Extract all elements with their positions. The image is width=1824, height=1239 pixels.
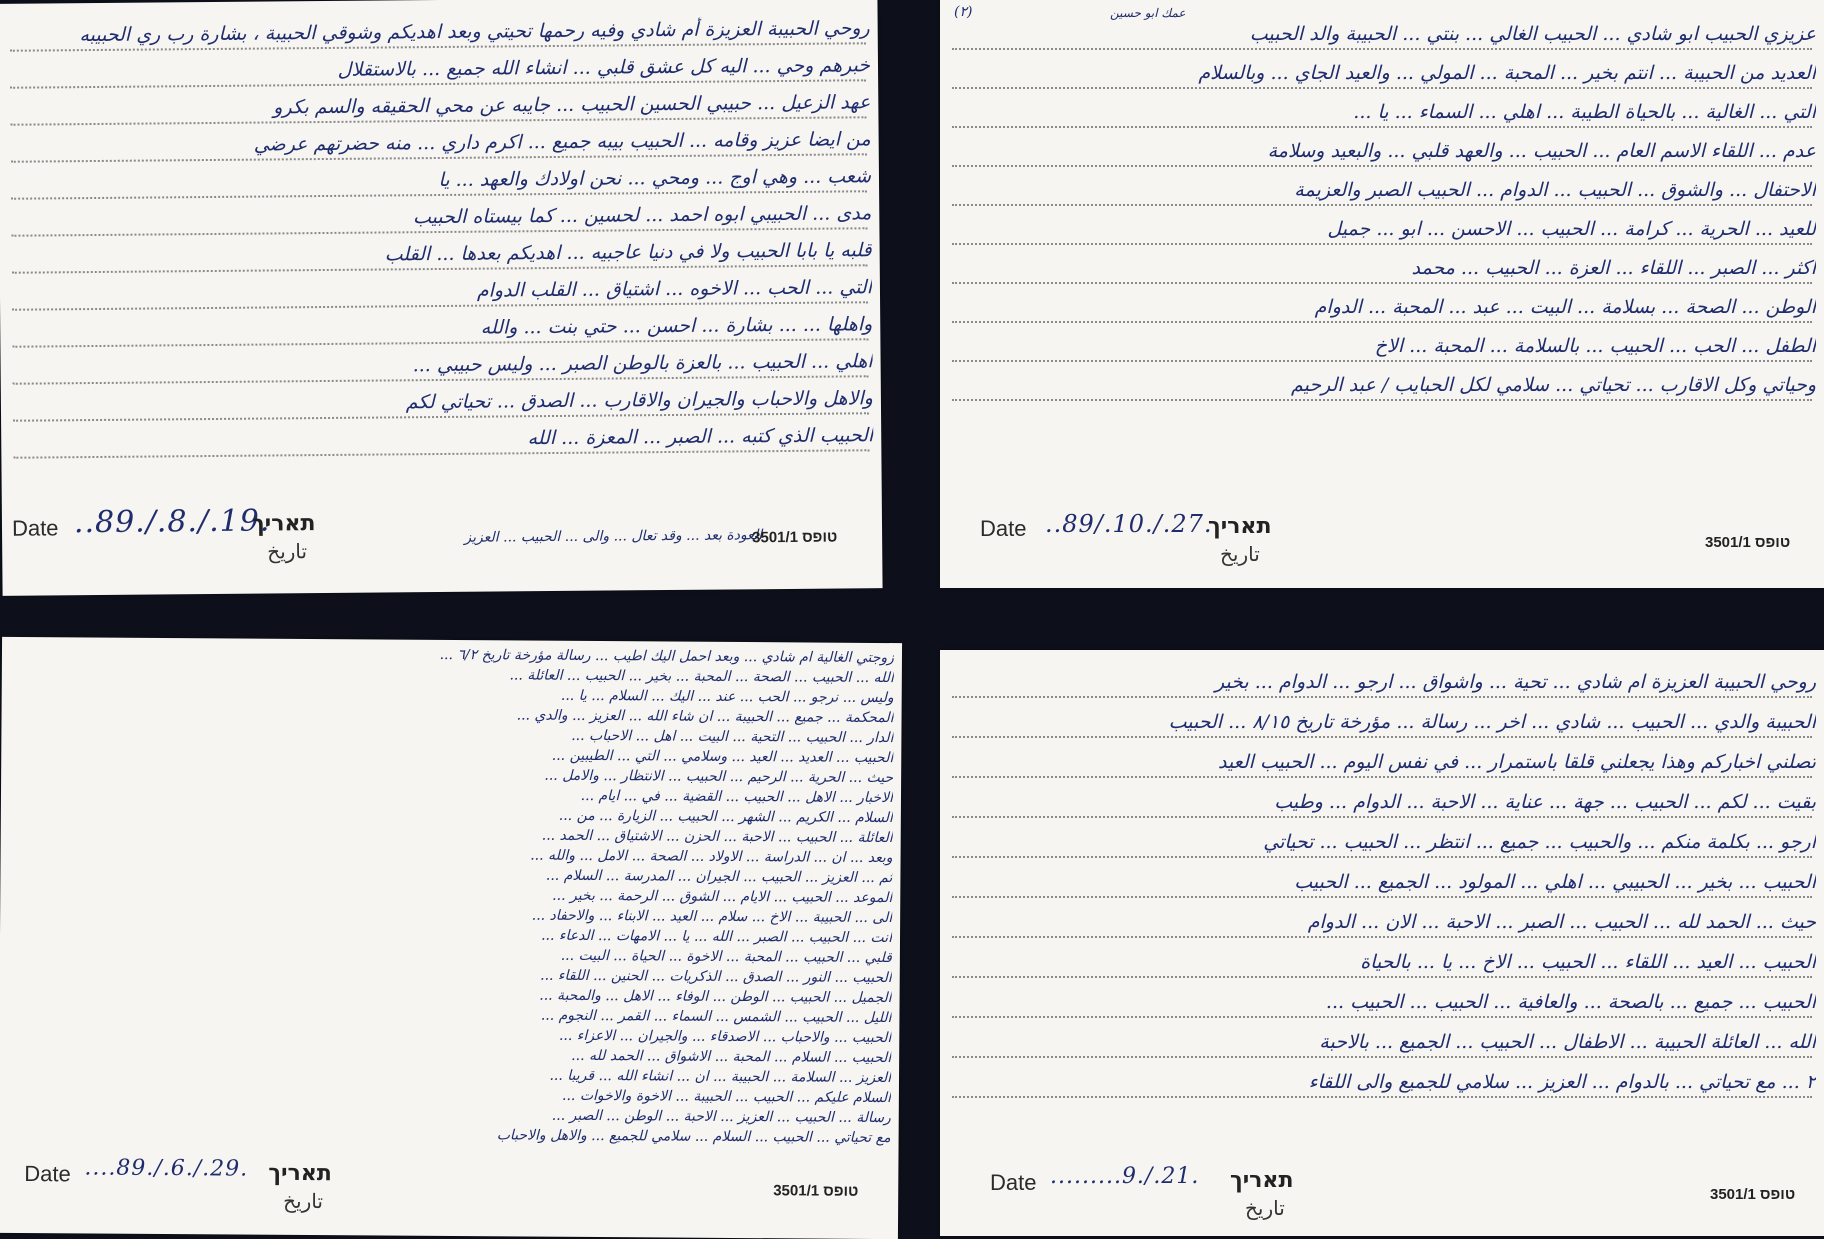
ruled-dotted-line [952,126,1812,128]
handwritten-line: للعيد ... الحرية ... كرامة ... الحبيب ... الاحسن ... ابو ... جميل [1327,218,1816,240]
handwritten-line: عهد الزعيل ... حبيبي الحسين الحبيب ... جايبه عن محي الحقيقه والسم بكرو [273,91,871,119]
ruled-dotted-line [952,282,1812,284]
date-value: ..89./.8./.19. [73,503,271,541]
arabic-date-label: تاريخ [1220,542,1260,566]
ruled-dotted-line [952,696,1812,698]
ruled-dotted-line [952,321,1812,323]
handwritten-line: وليس ... نرجو ... الحب ... عند ... اليك ... السلام ... يا ... [560,687,894,707]
letter-card-bottom-right [940,650,1824,1236]
handwritten-line: ارجو ... بكلمة منكم ... والحبيب ... جميع ... انتظر ... الحبيب ... تحياتي [1263,831,1816,853]
handwritten-line: وحياتي وكل الاقارب ... تحياتي ... سلامي لكل الحبايب / عبد الرحيم [1291,374,1816,396]
handwritten-line: رسالة ... الحبيب ... العزيز ... الاحبة ... الوطن ... الصبر ... [551,1107,891,1127]
form-code: 3501/1 טופס [1705,534,1791,551]
ruled-dotted-line [952,896,1812,898]
arabic-date-label: تاريخ [283,1188,324,1214]
ruled-dotted-line [952,976,1812,978]
handwritten-line: روحي الحبيبة العزيزة أم شادي وفيه رحمها تحيتي وبعد اهديكم وشوقي الحبيبة ، بشارة رب ري الحبيبه [79,17,870,47]
handwritten-line: زوجتي الغالية ام شادي ... وبعد احمل اليك اطيب ... رسالة مؤرخة تاريخ ٦/٢ ... [439,646,895,667]
handwritten-line: الله ... الحبيب ... الصحة ... المحبة ... بخير ... الحبيب ... العائلة ... [509,667,894,687]
handwritten-line: الحبيب ... العيد ... اللقاء ... الحبيب ... الاخ ... يا ... بالحياة [1360,951,1816,973]
handwritten-line: الدار ... الحبيب ... التحية ... البيت ... اهل ... الاحباب ... [571,727,894,747]
handwritten-line: والاهل والاحباب والجيران والاقارب ... الصدق ... تحياتي لكم [405,387,874,414]
handwritten-line: اهلي ... الحبيب ... بالعزة بالوطن الصبر ... وليس حبيبي ... [412,350,873,377]
handwritten-line: الليل ... الحبيب ... الشمس ... السماء ... القمر ... النجوم ... [540,1007,892,1027]
handwritten-line: روحي الحبيبة العزيزة ام شادي ... تحية ... واشواق ... ارجو ... الدوام ... بخير [1214,671,1816,693]
form-code: 3501/1 טופס [773,1182,859,1200]
ruled-dotted-line [952,399,1812,401]
handwritten-line: السلام عليكم ... الحبيب ... الحبيبة ... الاخوة والاخوات ... [562,1087,891,1107]
handwritten-line: الحبيب ... والاحباب ... الاصدقاء ... والجيران ... الاعزاء ... [558,1027,892,1047]
handwritten-line: الجميل ... الحبيب ... الوطن ... الوفاء ... الاهل ... والمحبة ... [539,987,892,1007]
hebrew-date-label: תאריך [251,511,316,537]
handwritten-line: الحبيب ... النور ... الصدق ... الذكريات ... الحنين ... اللقاء ... [540,967,892,987]
footer-note: العودة بعد ... وقد تعال ... والى ... الحبيب ... العزيز [464,527,763,546]
card-footer [2,498,883,596]
card-footer [940,498,1824,588]
handwritten-line: شعب ... وهي اوج ... ومحي ... نحن اولادك والعهد ... يا [438,165,872,192]
handwritten-line: قلبي ... الحبيب ... المحبة ... الاخوة ... الحياة ... البيت ... [560,947,892,967]
handwritten-line: مدى ... الحبيبي ابوه احمد ... لحسين ... كما بيستاه الحبيب [412,202,872,229]
handwritten-line: انت ... الحبيب ... الصبر ... الله ... يا ... الامهات ... الدعاء ... [541,927,893,947]
ruled-dotted-line [952,243,1812,245]
handwritten-line: ثم ... العزيز ... الحبيب ... الجيران ... المدرسة ... السلام ... [545,867,893,887]
handwritten-line: تصلني اخباركم وهذا يجعلني قلقا باستمرار ... في نفس اليوم ... الحبيب العيد [1217,751,1816,773]
handwritten-line: المحكمة ... جميع ... الحبيبة ... ان شاء الله ... العزيز ... والدي ... [516,707,894,727]
date-value: ....89./.6./.29. [84,1155,249,1182]
handwritten-line: السلام ... الكريم ... الشهر ... الحبيب ... الزيارة ... من ... [558,807,893,827]
handwritten-line: الحبيب ... بخير ... الحبيبي ... اهلي ... المولود ... الجميع ... الحبيب [1294,871,1816,893]
card-footer [0,1143,899,1239]
date-value: ..89/.10./.27. [1045,510,1213,538]
handwritten-line: الاحتفال ... والشوق ... الحبيب ... الدوام ... الحبيب الصبر والعزيمة [1294,179,1816,201]
handwritten-line: الحبيب ... جميع ... بالصحة ... والعافية ... الحبيب ... الحبيب ... [1325,991,1816,1013]
date-label: Date [24,1161,71,1187]
handwritten-line: الحبيب ... العديد ... العيد ... وسلامي ... التي ... الطيبين ... [551,747,894,767]
handwritten-line: من ايضا عزيز وقامه ... الحبيب بيبه جميع ... اكرم داري ... منه حضرتهم عرضي [253,128,871,156]
handwritten-line: ٢ ... مع تحياتي ... بالدوام ... العزيز ... سلامي للجميع والى اللقاء [1308,1071,1816,1093]
handwritten-line: الى ... الحبيبة ... الاخ ... سلام ... العيد ... الابناء ... والاحفاد ... [531,907,893,927]
letter-card-top-left [0,0,883,596]
letter-card-bottom-left [0,637,902,1239]
page-marker: (٢) [954,4,973,20]
handwritten-line: حيث ... الحمد لله ... الحبيب ... الصبر ... الاحبة ... الان ... الدوام [1307,911,1816,933]
ruled-dotted-line [952,816,1812,818]
ruled-dotted-line [952,87,1812,89]
date-value: .........9./.21. [1050,1164,1200,1189]
handwritten-line: العديد من الحبيبة ... انتم بخير ... المحبة ... المولي ... والعيد الجاي ... وبالسلام [1198,62,1816,84]
ruled-dotted-line [952,776,1812,778]
arabic-date-label: تاريخ [267,539,308,564]
handwritten-line: بقيت ... لكم ... الحبيب ... جهة ... عناية ... الاحبة ... الدوام ... وطيب [1274,791,1816,813]
ruled-dotted-line [952,856,1812,858]
date-label: Date [990,1170,1037,1195]
card-footer [940,1146,1824,1236]
margin-note: عمك ابو حسين [1110,6,1186,20]
handwritten-line: اكثر ... الصبر ... اللقاء ... العزة ... الحبيب ... محمد [1411,257,1816,279]
handwritten-line: الله ... العائلة الحبيبة ... الاطفال ... الحبيب ... الجميع ... بالاحبة [1319,1031,1816,1053]
hebrew-date-label: תאריך [268,1160,332,1187]
handwritten-line: عزيزي الحبيب ابو شادي ... الحبيب الغالي ... بنتي ... الحبيبة والد الحبيب [1249,23,1816,45]
handwritten-line: الاخبار ... الاهل ... الحبيب ... القضية ... في ... ايام ... [580,787,894,807]
hebrew-date-label: תאריך [1230,1168,1294,1193]
handwritten-line: مع تحياتي ... الحبيب ... السلام ... سلامي للجميع ... والاهل والاحباب [496,1127,891,1147]
handwritten-line: الوطن ... الصحة ... بسلامة ... البيت ... عبد ... المحبة ... الدوام [1314,296,1816,318]
handwritten-line: حيث ... الحرية ... الرحيم ... الحبيب ... الانتظار ... والامل ... [544,767,894,787]
handwritten-line: التي ... الغالية ... بالحياة الطيبة ... اهلي ... السماء ... يا ... [1353,101,1816,123]
ruled-dotted-line [952,1056,1812,1058]
ruled-dotted-line [952,1016,1812,1018]
ruled-dotted-line [952,936,1812,938]
date-label: Date [980,516,1027,541]
handwritten-line: العائلة ... الحبيب ... الاحبة ... الحزن ... الاشتياق ... الحمد ... [541,827,893,847]
hebrew-date-label: תאריך [1208,514,1272,539]
form-code: 3501/1 טופס [1710,1186,1796,1203]
letter-card-top-right [940,0,1824,588]
ruled-dotted-line [952,360,1812,362]
handwritten-line: وبعد ... ان ... الدراسة ... الاولاد ... الصحة ... الامل ... والله ... [530,847,893,867]
handwritten-line: خبرهم وحي ... اليه كل عشق قلبي ... انشاء الله جميع ... بالاستقلال [337,54,871,81]
ruled-dotted-line [952,1096,1812,1098]
handwritten-line: واهلها ... ... بشارة ... احسن ... حتي بنت ... والله [480,313,873,339]
arabic-date-label: تاريخ [1245,1196,1285,1220]
ruled-dotted-line [952,736,1812,738]
date-label: Date [11,515,59,541]
handwritten-line: الموعد ... الحبيب ... الايام ... الشوق ... الرحمة ... بخير ... [552,887,893,907]
ruled-dotted-line [952,165,1812,167]
ruled-dotted-line [952,204,1812,206]
handwritten-line: قلبه يا بابا الحبيب ولا في دنيا عاجبيه ... اهديكم بعدها ... القلب [384,239,872,266]
handwritten-line: الحبيبة والدي ... الحبيب ... شادي ... اخر ... رسالة ... مؤرخة تاريخ ٨/١٥ ... الحبيب [1168,711,1816,733]
handwritten-line: عدم ... اللقاء الاسم العام ... الحبيب ... والعهد قلبي ... والبعيد وسلامة [1267,140,1816,162]
handwritten-line: التي ... الحب ... الاخوه ... اشتياق ... القلب الدوام [476,276,873,302]
handwritten-line: الحبيب ... السلام ... المحبة ... الاشواق ... الحمد لله ... [571,1047,892,1067]
form-code: 3501/1 טופס [752,528,838,547]
handwritten-line: الحبيب الذي كتبه ... الصبر ... المعزة ... الله [527,424,874,450]
ruled-dotted-line [952,48,1812,50]
handwritten-line: العزيز ... السلامة ... الحبيبة ... ان ... انشاء الله ... قريبا ... [549,1067,892,1087]
handwritten-line: الطفل ... الحب ... الحبيب ... بالسلامة ... المحبة ... الاخ [1374,335,1816,357]
